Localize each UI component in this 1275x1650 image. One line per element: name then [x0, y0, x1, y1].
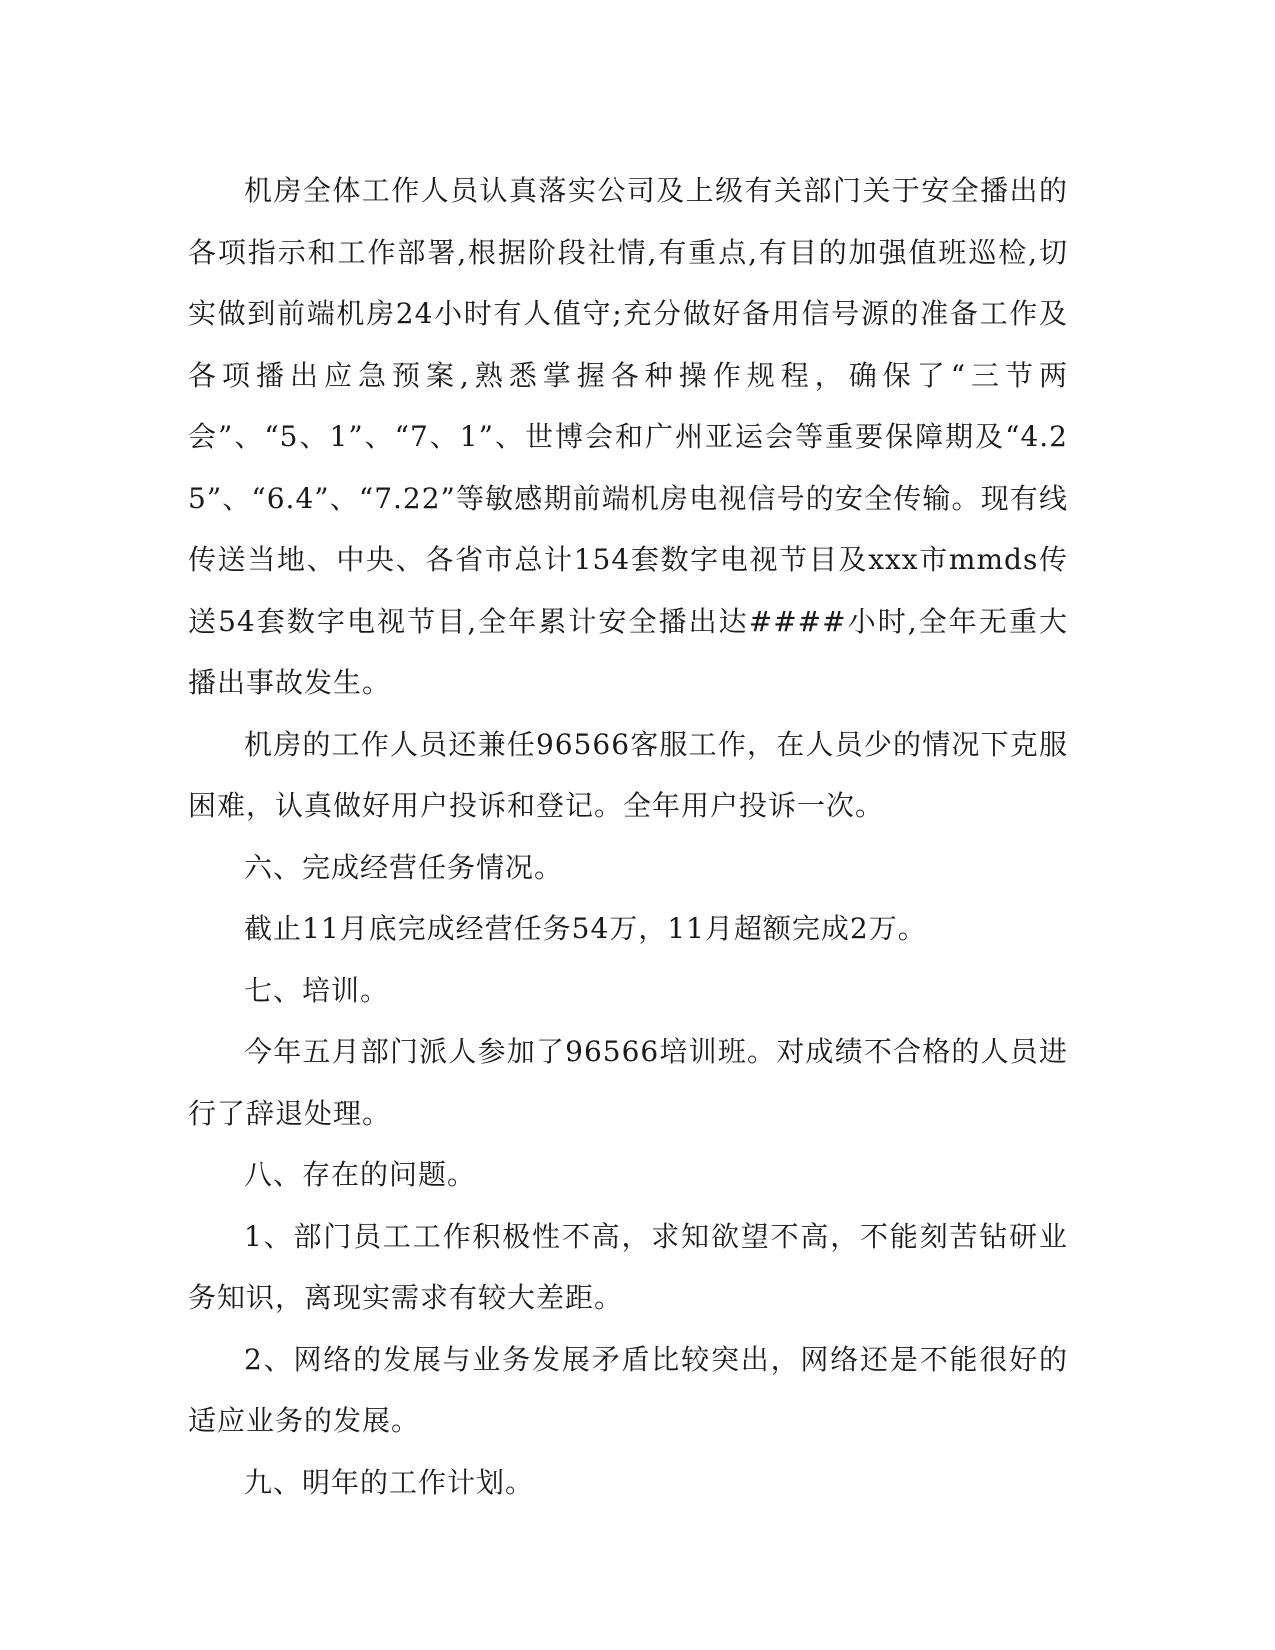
paragraph-customer-service: 机房的工作人员还兼任96566客服工作，在人员少的情况下克服困难，认真做好用户投诉和登记。全年用户投诉一次。	[188, 727, 1068, 822]
paragraph-problem-1: 1、部门员工工作积极性不高，求知欲望不高，不能刻苦钻研业务知识，离现实需求有较大差距。	[188, 1219, 1068, 1314]
section-heading-problems: 八、存在的问题。	[244, 1158, 477, 1191]
paragraph-problem-2: 2、网络的发展与业务发展矛盾比较突出，网络还是不能很好的适应业务的发展。	[188, 1342, 1068, 1437]
section-heading-business-tasks: 六、完成经营任务情况。	[244, 850, 564, 884]
section-heading-next-year-plan: 九、明年的工作计划。	[244, 1465, 535, 1499]
paragraph-business-tasks: 截止11月底完成经营任务54万，11月超额完成2万。	[244, 912, 927, 945]
paragraph-broadcast-safety: 机房全体工作人员认真落实公司及上级有关部门关于安全播出的各项指示和工作部署,根据阶段社情,有重点,有目的加强值班巡检,切实做到前端机房24小时有人值守;充分做好备用信号源的准备工作及各项播出应急预案,熟悉掌握各种操作规程，确保了“三节两会”、“5、1”、“7、1”、世博会和广州亚运会等重要保障期及“4.25”、“6.4”、“7.22”等敏感期前端机房电视信号的安全传输。现有线传送当地、中央、各省市总计154套数字电视节目及xxx市mmds传送54套数字电视节目,全年累计安全播出达####小时,全年无重大播出事故发生。	[188, 174, 1068, 699]
section-heading-training: 七、培训。	[244, 973, 390, 1007]
paragraph-training: 今年五月部门派人参加了96566培训班。对成绩不合格的人员进行了辞退处理。	[188, 1035, 1068, 1130]
document-body	[188, 160, 1068, 1513]
